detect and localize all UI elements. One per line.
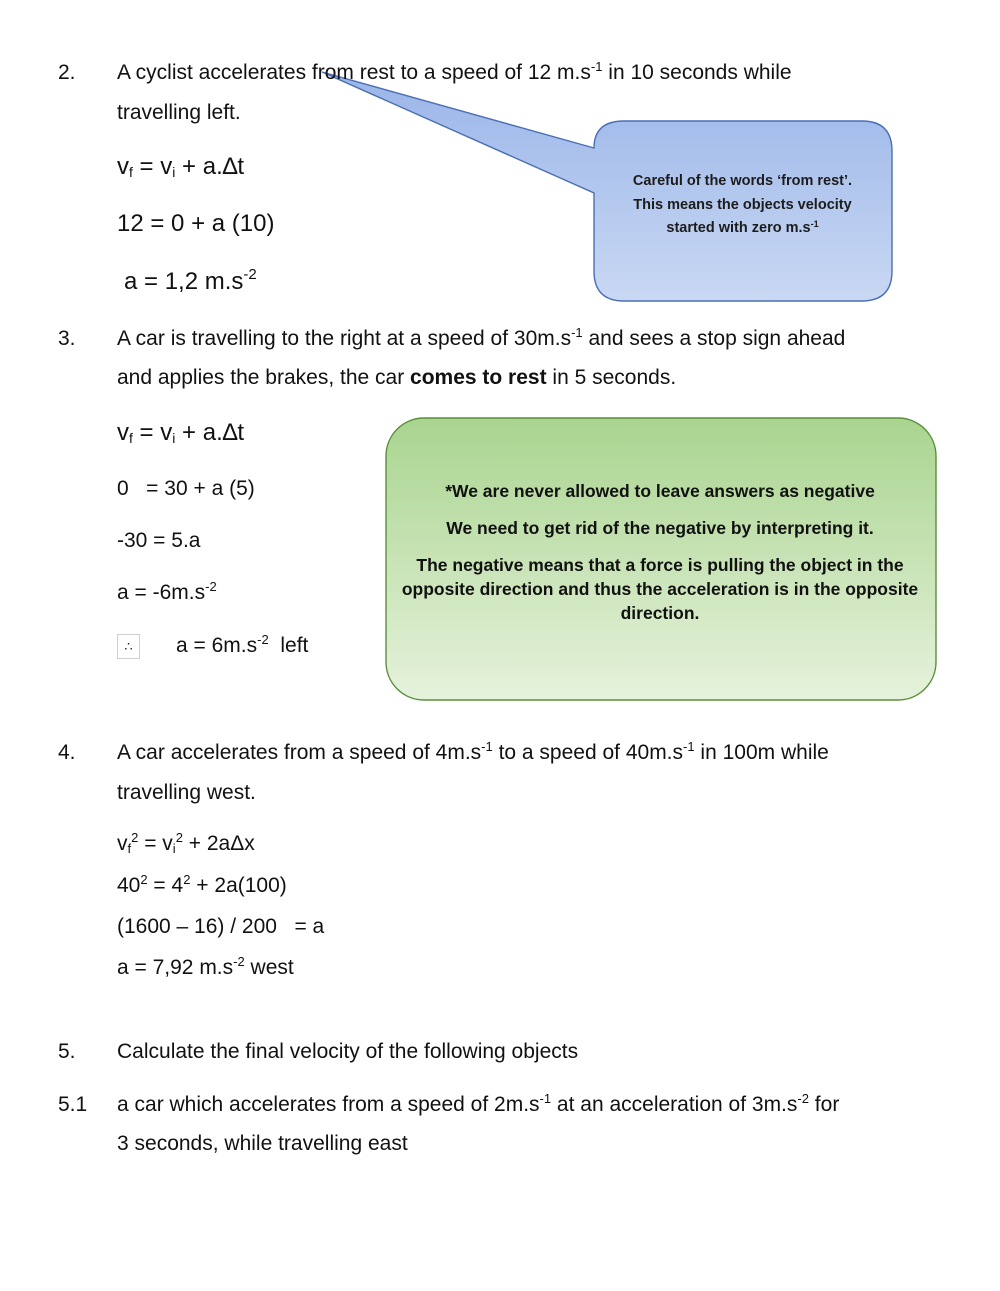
question-4-line-1: A car accelerates from a speed of $4m.s^{-1}$ to a speed of $40m.s^{-1}$ in 100m while [117, 739, 829, 764]
question-5-1-line-1: a car which accelerates from a speed of $2m.s^{-1}$ at an acceleration of $3m.s^{-2}$ for [117, 1091, 840, 1116]
question-4-number: 4. [58, 741, 76, 764]
callout-green-paragraph-3: The negative means that a force is pulling the object in the opposite direction and thus the acceleration is in the opposite direction. [401, 555, 919, 623]
question-5-1-line-2: 3 seconds, while travelling east [117, 1132, 408, 1155]
question-2-line-1: A cyclist accelerates from rest to a speed of 12 $m.s^{-1}$ in 10 seconds while [117, 59, 792, 84]
callout-green-paragraph-1: *We are never allowed to leave answers as negative [445, 481, 875, 501]
therefore-symbol: ∴ [117, 634, 140, 659]
callout-blue-line-3: started with zero $m.s^{-1}$ [666, 219, 819, 236]
question-4-equation-4: a = 7,92 $m.s^{-2}$ west [117, 954, 294, 979]
callout-green-text [400, 479, 920, 638]
question-5-number: 5. [58, 1040, 76, 1063]
question-2-line-2: travelling left. [117, 101, 241, 124]
callout-blue-text [600, 170, 885, 241]
question-2-number: 2. [58, 61, 76, 84]
question-3-equation-2: 0 = 30 + a (5) [117, 477, 255, 500]
question-4-line-2: travelling west. [117, 781, 256, 804]
question-3-line-2: and applies the brakes, the car comes to rest in 5 seconds. [117, 366, 677, 389]
question-2-equation-1: $v_f = v_i + a.\Delta t$ [117, 153, 245, 180]
callout-green-paragraph-2: We need to get rid of the negative by interpreting it. [446, 518, 874, 538]
question-5-text: Calculate the final velocity of the following objects [117, 1040, 579, 1063]
question-4-equation-1: $v_f^2 = v_i^2 + 2a\Delta x$ [117, 830, 255, 856]
question-4-equation-3: (1600 – 16) / 200 = a [117, 915, 325, 938]
question-2-equation-2: 12 = 0 + a (10) [117, 210, 275, 237]
question-3-equation-4: $a = -6m.s^{-2}$ [117, 579, 217, 604]
callout-blue-line-2: This means the objects velocity [633, 196, 852, 213]
question-3-line-1: A car is travelling to the right at a speed of $30m.s^{-1}$ and sees a stop sign ahead [117, 325, 846, 350]
callout-blue-line-1: Careful of the words ‘from rest’. [632, 173, 853, 189]
question-3-equation-5: $a = 6m.s^{-2}$ left [176, 632, 309, 657]
question-4-equation-2: $40^2 = 4^2 + 2a(100)$ [117, 872, 287, 897]
question-3-equation-1: $v_f = v_i + a.\Delta t$ [117, 419, 245, 446]
question-3-equation-3: -30 = 5.a [117, 529, 201, 552]
question-3-number: 3. [58, 327, 76, 350]
question-2-equation-3: a = 1,2 $m.s^{-2}$ [124, 266, 257, 295]
question-5-1-number: 5.1 [58, 1093, 88, 1116]
